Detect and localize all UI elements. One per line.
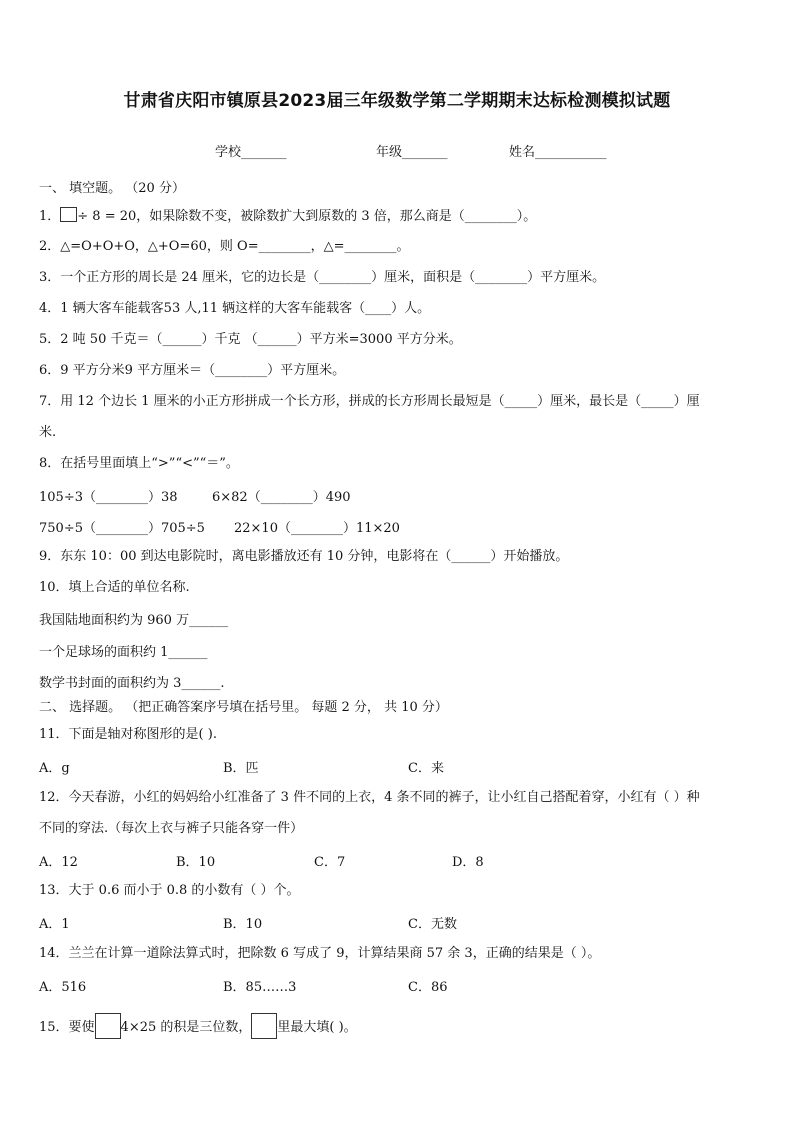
blank-box <box>251 1013 277 1039</box>
option-b: B．10 <box>223 917 263 932</box>
question-8-item: 105÷3（________）38 <box>39 490 178 505</box>
option-d: D．8 <box>452 855 484 870</box>
option-a: A．1 <box>39 917 70 932</box>
question-10-item: 一个足球场的面积约 1______ <box>39 645 208 660</box>
blank-box <box>60 207 77 222</box>
question-14: 14．兰兰在计算一道除法算式时，把除数 6 写成了 9，计算结果商 57 余 3，正确的结果是（ ）。 <box>39 946 601 961</box>
question-1-number: 1． <box>39 209 61 224</box>
question-5: 5．2 吨 50 千克＝（______）千克 （______）平方米=3000 平方分米。 <box>39 332 462 347</box>
question-8: 8．在括号里面填上“>”“<”“＝”。 <box>39 456 239 471</box>
question-12-line-2: 不同的穿法.（每次上衣与裤子只能各穿一件） <box>39 821 304 836</box>
question-1 <box>39 207 758 226</box>
school-field: 学校_______ <box>215 145 287 160</box>
option-a: A．516 <box>39 980 87 995</box>
question-15-suffix: 里最大填( )。 <box>277 1020 357 1035</box>
question-9: 9．东东 10：00 到达电影院时，离电影播放还有 10 分钟，电影将在（______）开始播放。 <box>39 549 569 564</box>
question-10: 10．填上合适的单位名称. <box>39 580 190 595</box>
option-c: C．86 <box>408 980 448 995</box>
question-10-item: 我国陆地面积约为 960 万______ <box>39 613 229 628</box>
option-c: C．无数 <box>408 917 457 932</box>
question-8-item: 750÷5（________）705÷5 <box>39 521 205 536</box>
question-15-middle: 4×25 的积是三位数， <box>120 1020 252 1035</box>
question-8-item: 22×10（________）11×20 <box>234 521 400 536</box>
option-c: C．来 <box>408 761 444 776</box>
option-a: A．g <box>39 761 70 776</box>
question-3: 3．一个正方形的周长是 24 厘米，它的边长是（________）厘米，面积是（________）平方厘米。 <box>39 270 606 285</box>
question-8-item: 6×82（________）490 <box>212 490 351 505</box>
question-10-item: 数学书封面的面积约为 3______. <box>39 676 225 691</box>
section-1-heading: 一、 填空题。 （20 分） <box>39 181 185 196</box>
section-2-heading: 二、 选择题。 （把正确答案序号填在括号里。 每题 2 分， 共 10 分） <box>39 700 448 715</box>
page-title: 甘肃省庆阳市镇原县2023届三年级数学第二学期期末达标检测模拟试题 <box>123 91 671 111</box>
question-6: 6．9 平方分米9 平方厘米＝（________）平方厘米。 <box>39 363 346 378</box>
question-12-line-1: 12．今天春游，小红的妈妈给小红准备了 3 件不同的上衣，4 条不同的裤子，让小红自己搭配着穿，小红有（ ）种 <box>39 790 700 805</box>
name-field: 姓名___________ <box>509 145 607 160</box>
option-b: B．匹 <box>223 761 259 776</box>
question-15-prefix: 15．要使 <box>39 1020 95 1035</box>
question-7-line-1: 7．用 12 个边长 1 厘米的小正方形拼成一个长方形，拼成的长方形周长最短是（_____）厘米，最长是（_____）厘 <box>39 394 700 409</box>
blank-box <box>95 1013 121 1039</box>
question-7-line-2: 米. <box>39 425 57 440</box>
option-b: B．10 <box>176 855 216 870</box>
option-a: A．12 <box>39 855 78 870</box>
question-15 <box>39 1013 758 1039</box>
option-b: B．85……3 <box>223 980 297 995</box>
question-1-text: ÷ 8 = 20，如果除数不变，被除数扩大到原数的 3 倍，那么商是（________）。 <box>77 209 537 224</box>
option-c: C．7 <box>314 855 346 870</box>
question-2: 2．△=O+O+O，△+O=60，则 O=________，△=________。 <box>39 239 410 254</box>
grade-field: 年级_______ <box>376 145 448 160</box>
question-11: 11．下面是轴对称图形的是( ). <box>39 727 217 742</box>
question-13: 13．大于 0.6 而小于 0.8 的小数有（ ）个。 <box>39 883 300 898</box>
question-4: 4．1 辆大客车能载客53 人,11 辆这样的大客车能载客（____）人。 <box>39 301 431 316</box>
